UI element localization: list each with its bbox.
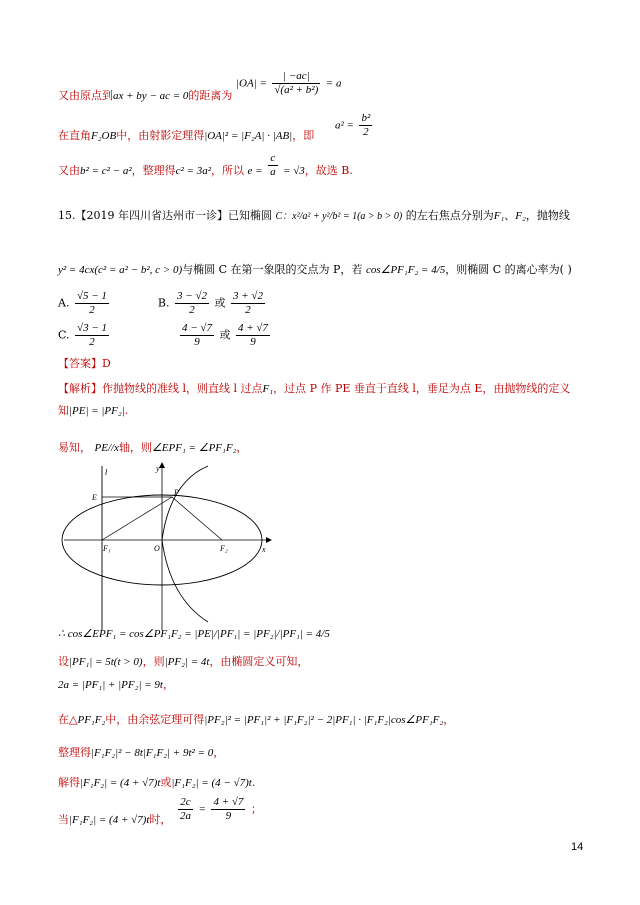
- options-row-cd: [58, 322, 272, 349]
- yz-mid: 轴，则: [118, 441, 152, 454]
- text-line-1: [58, 88, 232, 104]
- q-f2: F₂: [515, 210, 526, 222]
- l3-prefix: 又由: [58, 164, 80, 177]
- parabola-curve: [162, 466, 208, 622]
- set-math2: |PF₂| = 4t: [164, 656, 210, 668]
- ratio-rhs-den: 9: [225, 810, 232, 822]
- q2-cos: cos∠PF₁F₂ = 4/5: [365, 264, 446, 276]
- opt-d-num1: 4 − √7: [182, 322, 212, 334]
- analysis-line-3: [58, 440, 247, 456]
- q2-suffix: ，则椭圆 C 的离心率为( ): [445, 263, 572, 276]
- text-line-3: [58, 151, 353, 179]
- analysis-line-2: [58, 403, 128, 419]
- q-f1: F₁: [493, 210, 505, 222]
- law-math: |PF₂|² = |PF₁|² + |F₁F₂|² − 2|PF₁| · |F₁F₂|cos∠PF₁F₂: [204, 714, 444, 726]
- opt-c-num: √3 − 1: [77, 322, 107, 334]
- ratio-lhs-den: 2a: [180, 810, 191, 822]
- simp-suffix: ，: [213, 746, 225, 759]
- l2-prefix: 在直角: [58, 129, 91, 142]
- l1-math: ax + by − ac = 0: [113, 90, 189, 102]
- opt-d-frac1: [180, 322, 214, 349]
- solution-line: [58, 775, 255, 791]
- l3-mid: ，整理得: [131, 164, 176, 177]
- q2-parabola: y² = 4cx(c² = a² − b², c > 0): [58, 264, 183, 276]
- q-ellipse: C：x²/a² + y²/b² = 1(a > b > 0): [275, 211, 403, 222]
- an2-suffix: .: [124, 404, 129, 417]
- label-f2: F₂: [220, 544, 228, 553]
- l2-mid: 中，由射影定理得: [116, 129, 205, 142]
- law-tri: PF₁F₂: [77, 714, 106, 726]
- yz-math1: PE//x: [94, 442, 119, 454]
- when-prefix: 当: [58, 813, 69, 826]
- opt-d-frac2: [236, 322, 270, 349]
- oa-den: √(a² + b²): [274, 84, 319, 96]
- y-axis-arrow: [159, 462, 165, 468]
- law-suffix: ，: [443, 713, 455, 726]
- segment-pf2: [172, 497, 222, 540]
- an-f1: F₁: [262, 383, 274, 395]
- an2-prefix: 知: [58, 404, 69, 417]
- when-mid: 时，: [149, 813, 172, 826]
- yz-math2: ∠EPF₁ = ∠PF₁F₂: [151, 442, 237, 454]
- oa-num: | −ac|: [272, 70, 320, 84]
- page-number: 14: [571, 841, 584, 853]
- e-den: a: [270, 165, 276, 178]
- q-suffix: ，抛物线: [525, 209, 570, 222]
- set-prefix: 设: [58, 655, 69, 668]
- a2-den: 2: [363, 126, 369, 138]
- oa-rhs: = a: [325, 77, 342, 90]
- ratio-lhs: [178, 796, 193, 823]
- text-line-2: [58, 128, 314, 144]
- sum-line: [58, 677, 174, 693]
- opt-b-num1: 3 − √2: [177, 290, 207, 302]
- label-l: l: [105, 468, 108, 477]
- when-math: |F₁F₂| = (4 + √7)t: [69, 814, 150, 826]
- opt-a-label: A.: [58, 296, 70, 310]
- label-x: x: [262, 545, 266, 554]
- question-15-line-1: [58, 208, 570, 224]
- opt-d-den2: 9: [250, 336, 256, 348]
- simp-prefix: 整理得: [58, 746, 91, 759]
- ratio-rhs-num: 4 + √7: [213, 796, 244, 808]
- e-num: c: [268, 152, 278, 166]
- when-line: [58, 812, 171, 828]
- opt-b-label: B.: [157, 296, 170, 310]
- ratio-rhs: [211, 796, 245, 823]
- sol-math1: |F₁F₂| = (4 + √7)t: [80, 777, 161, 789]
- q-mid: 的左右焦点分别为: [405, 209, 494, 222]
- yz-suffix: ，: [236, 441, 248, 454]
- law-mid: 中，由余弦定理可得: [105, 713, 205, 726]
- sol-prefix: 解得: [58, 776, 80, 789]
- label-y: y: [156, 464, 160, 473]
- q2-mid: 与椭圆 C 在第一象限的交点为 P，若: [182, 263, 363, 276]
- label-p: P: [174, 488, 179, 497]
- sol-suffix: .: [251, 776, 256, 789]
- a2-lhs: a² =: [335, 119, 354, 132]
- segment-pf1: [102, 497, 172, 540]
- e-fraction: [268, 152, 278, 179]
- sol-math2: |F₁F₂| = (4 − √7)t: [171, 777, 252, 789]
- law-line: [58, 712, 454, 728]
- cos-line: [58, 626, 330, 642]
- law-prefix: 在△: [58, 713, 78, 726]
- l3-e: e =: [247, 165, 263, 177]
- answer-line: [58, 356, 111, 371]
- l3-e-rhs: = √3: [283, 165, 305, 177]
- opt-a-frac: [75, 290, 109, 317]
- label-e: E: [92, 493, 97, 502]
- q-sep: 、: [504, 209, 516, 222]
- a2-num: b²: [361, 112, 371, 124]
- opt-d-or: 或: [219, 328, 231, 342]
- l2-tri: F₂OB: [91, 130, 117, 142]
- options-row-ab: [58, 290, 267, 317]
- opt-b-den2: 2: [245, 304, 251, 316]
- oa-formula: [236, 70, 341, 97]
- opt-b-frac2: [231, 290, 265, 317]
- l2-math: |OA|² = |F₂A| · |AB|: [204, 130, 293, 142]
- opt-b-frac1: [175, 290, 209, 317]
- cos-line-math: ∴ cos∠EPF₁ = cos∠PF₁F₂ = |PE|/|PF₁| = |PF₂|/|PF₁| = 4/5: [58, 628, 330, 640]
- set-math1: |PF₁| = 5t(t > 0): [69, 656, 143, 668]
- an-suffix: ，过点 P 作 PE 垂直于直线 l，垂足为点 E，由抛物线的定义: [273, 382, 571, 395]
- opt-c-den: 2: [89, 336, 95, 348]
- sol-or: 或: [160, 776, 172, 789]
- label-o: O: [154, 544, 160, 553]
- opt-c-frac: [75, 322, 109, 349]
- sum-math: 2a = |PF₁| + |PF₂| = 9t: [58, 679, 163, 691]
- set-line: [58, 654, 308, 670]
- a2-fraction: [359, 112, 372, 139]
- ratio-formula: $\frac{2c}{2a}$ = $\frac{4 + √7}{9}$ ；: [180, 796, 262, 822]
- sum-suffix: ，: [162, 678, 174, 691]
- set-suffix: ，由椭圆定义可知，: [209, 655, 309, 668]
- a2-formula: [335, 112, 374, 139]
- opt-d-den1: 9: [194, 336, 200, 348]
- ratio-lhs-num: 2c: [178, 796, 193, 810]
- l3-mid2: ，所以: [211, 164, 245, 177]
- l2-suffix: ，即: [292, 129, 315, 142]
- q-prefix: 15.【2019 年四川省达州市一诊】已知椭圆: [58, 209, 272, 222]
- oa-lhs: |OA| =: [236, 77, 267, 90]
- l1-prefix: 又由原点到: [58, 89, 113, 102]
- l3-math1: b² = c² − a²: [80, 165, 132, 177]
- opt-a-num: √5 − 1: [76, 290, 107, 302]
- yz-prefix: 易知，: [58, 441, 91, 454]
- when-suffix: ；: [250, 802, 262, 816]
- set-mid: ，则: [142, 655, 165, 668]
- l1-suffix: 的距离为: [188, 89, 233, 102]
- l3-suffix: ，故选 B.: [304, 164, 353, 177]
- simplify-line: [58, 745, 224, 761]
- opt-d-num2: 4 + √7: [237, 322, 268, 334]
- ellipse-parabola-figure: [58, 462, 278, 632]
- answer-text: 【答案】D: [58, 357, 111, 370]
- opt-c-label: C.: [58, 328, 70, 342]
- opt-a-den: 2: [89, 304, 95, 316]
- l3-math2: c² = 3a²: [175, 165, 212, 177]
- opt-b-num2: 3 + √2: [232, 290, 263, 302]
- question-15-line-2: [58, 262, 572, 278]
- simp-math: |F₁F₂|² − 8t|F₁F₂| + 9t² = 0: [91, 747, 214, 759]
- an-prefix: 【解析】作抛物线的准线 l，则直线 l 过点: [58, 382, 263, 395]
- x-axis-arrow: [266, 537, 272, 543]
- label-f1: F₁: [103, 544, 111, 553]
- analysis-line-1: [58, 381, 570, 397]
- opt-b-den1: 2: [189, 304, 195, 316]
- opt-b-or: 或: [214, 296, 226, 310]
- an2-math: |PE| = |PF₂|: [69, 405, 125, 417]
- oa-fraction: [272, 70, 320, 97]
